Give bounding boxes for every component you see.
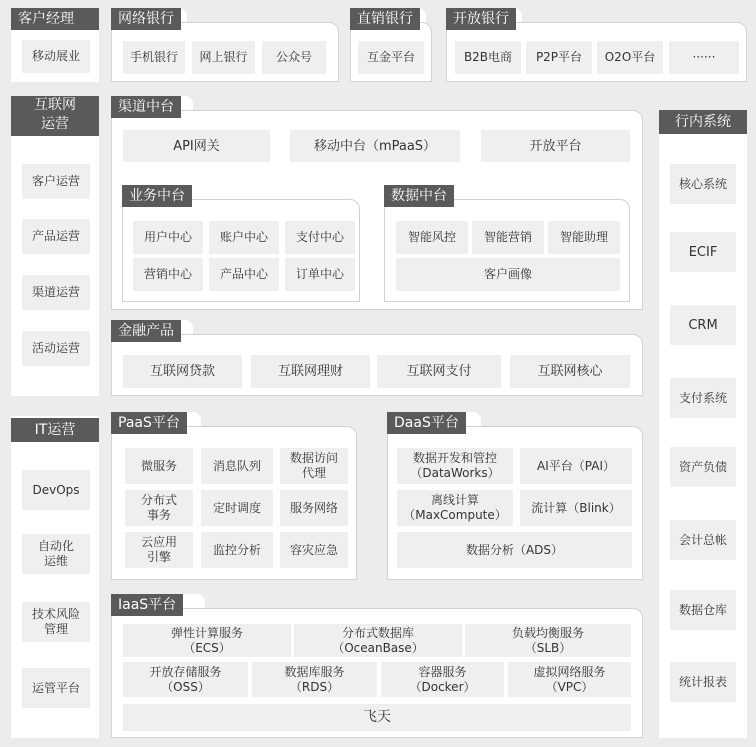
paas-item: 定时调度 <box>201 490 273 526</box>
it-ops-item: 技术风险 管理 <box>22 602 90 642</box>
internal-item: ECIF <box>670 232 736 272</box>
paas-item: 云应用 引擎 <box>125 532 193 568</box>
internet-ops-item: 产品运营 <box>22 219 90 254</box>
internal-item: 统计报表 <box>670 662 736 702</box>
business-item: 订单中心 <box>285 258 355 291</box>
paas-item: 容灾应急 <box>280 532 348 568</box>
iaas-item: 负载均衡服务 （SLB） <box>465 624 631 657</box>
open-item: ······ <box>669 41 739 74</box>
data-mid-title: 数据中台 <box>384 185 454 207</box>
iaas-item: 虚拟网络服务 （VPC） <box>508 662 631 697</box>
data-mid-item: 客户画像 <box>396 258 620 291</box>
open-title: 开放银行 <box>446 8 516 30</box>
business-item: 产品中心 <box>209 258 279 291</box>
finance-item: 互联网支付 <box>377 355 501 388</box>
internal-item: 资产负债 <box>670 447 736 487</box>
it-ops-item: DevOps <box>22 470 90 510</box>
business-item: 营销中心 <box>133 258 203 291</box>
business-item: 用户中心 <box>133 221 203 254</box>
finance-item: 互联网贷款 <box>123 355 242 388</box>
open-item: O2O平台 <box>597 41 663 74</box>
internal-item: 支付系统 <box>670 378 736 418</box>
channel-item: 开放平台 <box>481 130 630 162</box>
internet-ops-item: 渠道运营 <box>22 275 90 310</box>
paas-item: 服务网络 <box>280 490 348 526</box>
iaas-item: 容器服务 （Docker） <box>381 662 504 697</box>
manager-item: 移动展业 <box>22 40 90 73</box>
paas-item: 数据访问 代理 <box>280 448 348 484</box>
channel-title: 渠道中台 <box>111 96 181 118</box>
daas-item: AI平台（PAI） <box>520 448 632 484</box>
finance-title: 金融产品 <box>111 320 181 342</box>
network-title: 网络银行 <box>111 8 181 30</box>
network-item: 手机银行 <box>123 41 185 74</box>
network-item: 公众号 <box>262 41 326 74</box>
network-item: 网上银行 <box>192 41 255 74</box>
business-title: 业务中台 <box>122 185 192 207</box>
daas-item: 数据分析（ADS） <box>397 532 632 568</box>
internal-item: 核心系统 <box>670 164 736 204</box>
data-mid-item: 智能风控 <box>396 221 468 254</box>
business-item: 账户中心 <box>209 221 279 254</box>
internet-ops-item: 客户运营 <box>22 164 90 199</box>
direct-title: 直销银行 <box>350 8 420 30</box>
daas-item: 流计算（Blink） <box>520 490 632 526</box>
finance-item: 互联网理财 <box>251 355 370 388</box>
data-mid-item: 智能营销 <box>472 221 544 254</box>
daas-item: 离线计算 （MaxCompute） <box>397 490 513 526</box>
channel-item: API网关 <box>123 130 270 162</box>
daas-title: DaaS平台 <box>387 412 466 434</box>
it-ops-item: 运管平台 <box>22 668 90 708</box>
iaas-item: 数据库服务 （RDS） <box>252 662 377 697</box>
internet-ops-title: 互联网 运营 <box>11 96 99 136</box>
internal-item: CRM <box>670 305 736 345</box>
internal-panel <box>659 110 747 738</box>
daas-item: 数据开发和管控 （DataWorks） <box>397 448 513 484</box>
open-item: P2P平台 <box>526 41 592 74</box>
paas-item: 监控分析 <box>201 532 273 568</box>
paas-item: 分布式 事务 <box>125 490 193 526</box>
paas-title: PaaS平台 <box>111 412 187 434</box>
open-item: B2B电商 <box>455 41 521 74</box>
internet-ops-item: 活动运营 <box>22 331 90 366</box>
iaas-title: IaaS平台 <box>111 594 183 616</box>
iaas-item: 分布式数据库 （OceanBase） <box>294 624 462 657</box>
paas-item: 微服务 <box>125 448 193 484</box>
paas-item: 消息队列 <box>201 448 273 484</box>
manager-title: 客户经理 <box>11 8 99 30</box>
internal-item: 会计总帐 <box>670 520 736 560</box>
finance-item: 互联网核心 <box>510 355 630 388</box>
iaas-item: 飞天 <box>123 704 631 731</box>
direct-item: 互金平台 <box>358 41 424 74</box>
internal-item: 数据仓库 <box>670 590 736 630</box>
iaas-item: 开放存储服务 （OSS） <box>123 662 248 697</box>
iaas-item: 弹性计算服务 （ECS） <box>123 624 291 657</box>
business-item: 支付中心 <box>285 221 355 254</box>
it-ops-title: IT运营 <box>11 418 99 442</box>
data-mid-item: 智能助理 <box>548 221 620 254</box>
internal-title: 行内系统 <box>659 110 747 134</box>
it-ops-item: 自动化 运维 <box>22 534 90 574</box>
channel-item: 移动中台（mPaaS） <box>290 130 460 162</box>
